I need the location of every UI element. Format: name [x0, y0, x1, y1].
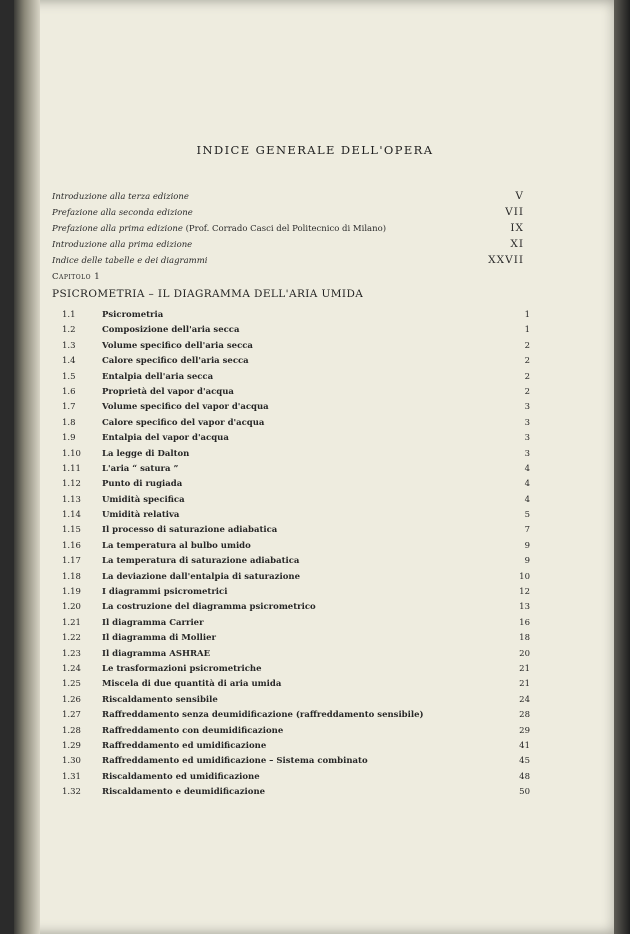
toc-entry-number: 1.28: [62, 725, 81, 736]
toc-entry: [62, 570, 530, 585]
toc-entry-title: Raffreddamento ed umidificazione: [102, 740, 267, 751]
toc-entry-page: 9: [524, 556, 530, 567]
toc-entry-number: 1.10: [62, 448, 81, 459]
toc-entry-number: 1.14: [62, 510, 81, 521]
front-matter-label-wrap: [52, 224, 386, 234]
front-matter-item: [52, 254, 524, 270]
toc-entry-number: 1.26: [62, 694, 81, 705]
toc-entry: [62, 739, 530, 754]
toc-entry-number: 1.30: [62, 756, 81, 767]
toc-entry-page: 21: [519, 663, 530, 674]
toc-entry: [62, 647, 530, 662]
toc-entry-page: 3: [524, 402, 530, 413]
toc-entry-number: 1.31: [62, 771, 81, 782]
toc-entry-page: 4: [524, 479, 530, 490]
toc-entry-title: La temperatura al bulbo umido: [102, 540, 251, 551]
toc-entry-page: 13: [519, 602, 530, 613]
front-matter-page: V: [515, 190, 524, 202]
toc-entry-title: Il processo di saturazione adiabatica: [102, 525, 278, 536]
toc-entry-page: 4: [524, 494, 530, 505]
toc-entry: [62, 754, 530, 769]
toc-entry: [62, 400, 530, 415]
toc-entry: [62, 508, 530, 523]
toc-entry-number: 1.23: [62, 648, 81, 659]
toc-entry-title: Calore specifico del vapor d'acqua: [102, 417, 265, 428]
toc-entry-title: La temperatura di saturazione adiabatica: [102, 556, 300, 567]
toc-entry-number: 1.25: [62, 679, 81, 690]
front-matter-list: [52, 190, 524, 270]
toc-entry: [62, 416, 530, 431]
toc-entry-page: 2: [524, 371, 530, 382]
toc-entry-title: Punto di rugiada: [102, 479, 183, 490]
toc-entry: [62, 523, 530, 538]
toc-entry: [62, 662, 530, 677]
toc-entry: [62, 431, 530, 446]
front-matter-label: Introduzione alla terza edizione: [52, 192, 189, 202]
toc-entry-page: 3: [524, 448, 530, 459]
toc-entry: [62, 631, 530, 646]
toc-entry-title: Raffreddamento ed umidificazione – Sistema combinato: [102, 756, 368, 767]
toc-entry-number: 1.15: [62, 525, 81, 536]
toc-entry-page: 2: [524, 340, 530, 351]
toc-entry-number: 1.12: [62, 479, 81, 490]
toc-entry-page: 7: [524, 525, 530, 536]
toc-entry-title: La deviazione dall'entalpia di saturazione: [102, 571, 300, 582]
toc-entry-number: 1.20: [62, 602, 81, 613]
toc-entry-number: 1.21: [62, 617, 81, 628]
toc-entry-page: 41: [519, 740, 530, 751]
toc-entry-number: 1.4: [62, 356, 76, 367]
toc-entry-page: 12: [519, 587, 530, 598]
toc-entry-title: Il diagramma Carrier: [102, 617, 204, 628]
toc-entry-page: 45: [519, 756, 530, 767]
toc-entry: [62, 339, 530, 354]
toc-entry-number: 1.13: [62, 494, 81, 505]
toc-entry-page: 18: [519, 633, 530, 644]
toc-entry-title: Raffreddamento senza deumidificazione (raffreddamento sensibile): [102, 710, 424, 721]
front-matter-page: IX: [510, 222, 524, 234]
toc-entry-title: La legge di Dalton: [102, 448, 190, 459]
toc-entry: [62, 708, 530, 723]
toc-list: [62, 308, 530, 801]
toc-entry-page: 3: [524, 417, 530, 428]
toc-entry-page: 29: [519, 725, 530, 736]
toc-entry-number: 1.1: [62, 310, 76, 320]
toc-entry-title: Riscaldamento sensibile: [102, 694, 218, 705]
toc-entry-number: 1.2: [62, 325, 76, 336]
toc-entry-number: 1.9: [62, 433, 76, 444]
toc-entry-page: 10: [519, 571, 530, 582]
toc-entry-title: Entalpia del vapor d'acqua: [102, 433, 229, 444]
toc-entry-number: 1.16: [62, 540, 81, 551]
toc-entry-page: 48: [519, 771, 530, 782]
front-matter-item: [52, 206, 524, 222]
toc-entry-number: 1.7: [62, 402, 76, 413]
toc-entry-title: Psicrometria: [102, 310, 164, 320]
toc-entry-page: 9: [524, 540, 530, 551]
toc-entry: [62, 354, 530, 369]
toc-entry: [62, 323, 530, 338]
toc-entry-title: L'aria “ satura ”: [102, 463, 179, 474]
toc-entry-number: 1.32: [62, 787, 81, 798]
toc-entry-page: 5: [524, 510, 530, 521]
toc-entry-title: Volume specifico del vapor d'acqua: [102, 402, 269, 413]
toc-entry-number: 1.11: [62, 463, 81, 474]
front-matter-label-extra: (Prof. Corrado Casci del Politecnico di Milano): [185, 224, 387, 234]
toc-entry: [62, 585, 530, 600]
toc-entry: [62, 770, 530, 785]
toc-entry: [62, 724, 530, 739]
front-matter-page: XI: [510, 238, 524, 250]
front-matter-label: Introduzione alla prima edizione: [52, 240, 193, 250]
toc-entry: [62, 785, 530, 800]
toc-entry-title: Umidità specifica: [102, 494, 185, 505]
toc-entry-title: I diagrammi psicrometrici: [102, 587, 228, 598]
front-matter-label: Prefazione alla prima edizione: [52, 224, 183, 234]
toc-entry-number: 1.24: [62, 663, 81, 674]
toc-entry-page: 21: [519, 679, 530, 690]
toc-entry: [62, 493, 530, 508]
toc-entry-number: 1.22: [62, 633, 81, 644]
toc-entry-page: 2: [524, 386, 530, 397]
toc-entry-title: Proprietà del vapor d'acqua: [102, 386, 234, 397]
toc-entry: [62, 677, 530, 692]
toc-entry-page: 1: [524, 310, 530, 320]
toc-entry-title: Entalpia dell'aria secca: [102, 371, 214, 382]
toc-entry-number: 1.6: [62, 386, 76, 397]
toc-entry-number: 1.5: [62, 371, 76, 382]
toc-entry-number: 1.3: [62, 340, 76, 351]
toc-entry-page: 4: [524, 463, 530, 474]
front-matter-label: Indice delle tabelle e dei diagrammi: [52, 256, 208, 266]
toc-entry-number: 1.27: [62, 710, 81, 721]
toc-entry: [62, 477, 530, 492]
toc-entry: [62, 616, 530, 631]
page-edge: [614, 0, 630, 934]
toc-entry-title: Riscaldamento ed umidificazione: [102, 771, 260, 782]
toc-entry: [62, 447, 530, 462]
toc-entry-title: Miscela di due quantità di aria umida: [102, 679, 282, 690]
front-matter-item: [52, 238, 524, 254]
toc-entry-page: 28: [519, 710, 530, 721]
toc-entry-number: 1.29: [62, 740, 81, 751]
chapter-title: PSICROMETRIA – IL DIAGRAMMA DELL'ARIA UMIDA: [52, 288, 364, 300]
toc-entry: [62, 600, 530, 615]
toc-entry-page: 24: [519, 694, 530, 705]
toc-entry-page: 16: [519, 617, 530, 628]
toc-entry-number: 1.18: [62, 571, 81, 582]
toc-entry-title: Volume specifico dell'aria secca: [102, 340, 253, 351]
toc-entry: [62, 554, 530, 569]
front-matter-item: [52, 222, 524, 238]
front-matter-page: VII: [505, 206, 524, 218]
toc-entry-title: Raffreddamento con deumidificazione: [102, 725, 284, 736]
toc-entry-number: 1.8: [62, 417, 76, 428]
toc-entry: [62, 308, 530, 323]
toc-entry-title: Le trasformazioni psicrometriche: [102, 663, 262, 674]
toc-entry: [62, 385, 530, 400]
toc-entry-title: La costruzione del diagramma psicrometrico: [102, 602, 316, 613]
toc-entry-title: Umidità relativa: [102, 510, 180, 521]
page-title: INDICE GENERALE DELL'OPERA: [196, 143, 434, 157]
toc-entry-title: Calore specifico dell'aria secca: [102, 356, 249, 367]
front-matter-item: [52, 190, 524, 206]
toc-entry-page: 2: [524, 356, 530, 367]
toc-entry: [62, 539, 530, 554]
toc-entry-title: Riscaldamento e deumidificazione: [102, 787, 266, 798]
toc-entry-number: 1.19: [62, 587, 81, 598]
chapter-label: Capitolo 1: [52, 272, 101, 282]
toc-entry-number: 1.17: [62, 556, 81, 567]
toc-entry-title: Il diagramma ASHRAE: [102, 648, 211, 659]
toc-entry: [62, 693, 530, 708]
front-matter-label: Prefazione alla seconda edizione: [52, 208, 193, 218]
toc-entry-page: 3: [524, 433, 530, 444]
toc-entry: [62, 462, 530, 477]
toc-entry-page: 1: [524, 325, 530, 336]
toc-entry-page: 20: [519, 648, 530, 659]
front-matter-page: XXVII: [488, 254, 524, 266]
toc-entry-page: 50: [519, 787, 530, 798]
toc-entry-title: Composizione dell'aria secca: [102, 325, 240, 336]
toc-entry: [62, 370, 530, 385]
toc-entry-title: Il diagramma di Mollier: [102, 633, 217, 644]
book-binding: [14, 0, 40, 934]
